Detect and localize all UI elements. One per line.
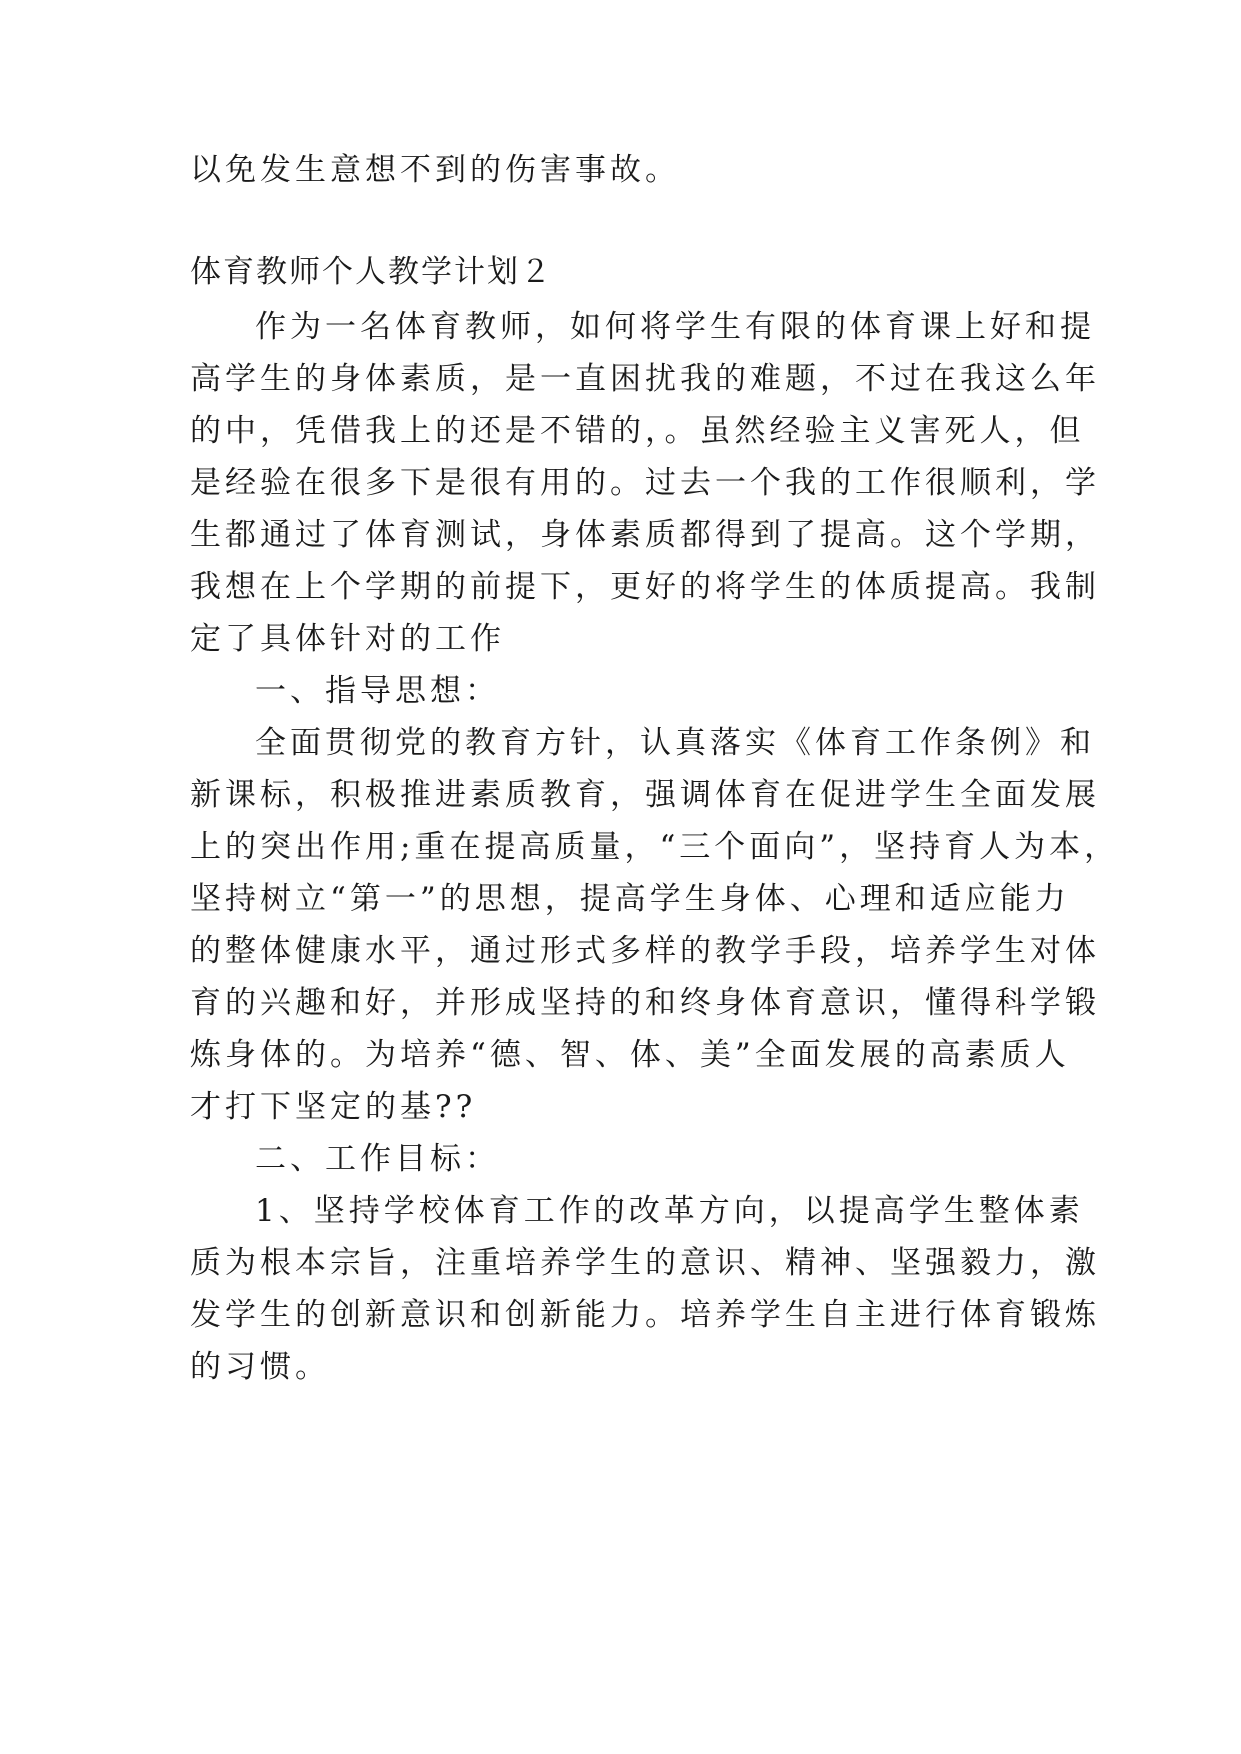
paragraph-line: 新课标，积极推进素质教育，强调体育在促进学生全面发展: [190, 777, 1100, 813]
paragraph-line: 才打下坚定的基??: [190, 1089, 477, 1125]
paragraph-line: 作为一名体育教师，如何将学生有限的体育课上好和提: [255, 309, 1095, 345]
paragraph-line: 的中，凭借我上的还是不错的，。虽然经验主义害死人，但: [190, 413, 1085, 449]
paragraph-line: 炼身体的。为培养“德、智、体、美”全面发展的高素质人: [190, 1037, 1070, 1073]
paragraph-line: 上的突出作用;重在提高质量，“三个面向”，坚持育人为本，: [190, 829, 1120, 865]
paragraph-line: 我想在上个学期的前提下，更好的将学生的体质提高。我制: [190, 569, 1100, 605]
paragraph-line: 的习惯。: [190, 1349, 330, 1385]
paragraph-line: 坚持树立“第一”的思想，提高学生身体、心理和适应能力: [190, 881, 1070, 917]
paragraph-line: 的整体健康水平，通过形式多样的教学手段，培养学生对体: [190, 933, 1100, 969]
paragraph-line: 1、坚持学校体育工作的改革方向，以提高学生整体素: [255, 1193, 1084, 1229]
section-heading: 二、工作目标：: [255, 1141, 500, 1177]
paragraph-line: 生都通过了体育测试，身体素质都得到了提高。这个学期，: [190, 517, 1100, 553]
section-title: 体育教师个人教学计划２: [190, 254, 553, 290]
paragraph-line: 以免发生意想不到的伤害事故。: [190, 152, 680, 188]
paragraph-line: 是经验在很多下是很有用的。过去一个我的工作很顺利，学: [190, 465, 1100, 501]
paragraph-line: 质为根本宗旨，注重培养学生的意识、精神、坚强毅力，激: [190, 1245, 1100, 1281]
section-heading: 一、指导思想：: [255, 673, 500, 709]
paragraph-line: 发学生的创新意识和创新能力。培养学生自主进行体育锻炼: [190, 1297, 1100, 1333]
paragraph-line: 定了具体针对的工作: [190, 621, 505, 657]
paragraph-line: 育的兴趣和好，并形成坚持的和终身体育意识，懂得科学锻: [190, 985, 1100, 1021]
paragraph-line: 高学生的身体素质，是一直困扰我的难题，不过在我这么年: [190, 361, 1100, 397]
paragraph-line: 全面贯彻党的教育方针，认真落实《体育工作条例》和: [255, 725, 1095, 761]
